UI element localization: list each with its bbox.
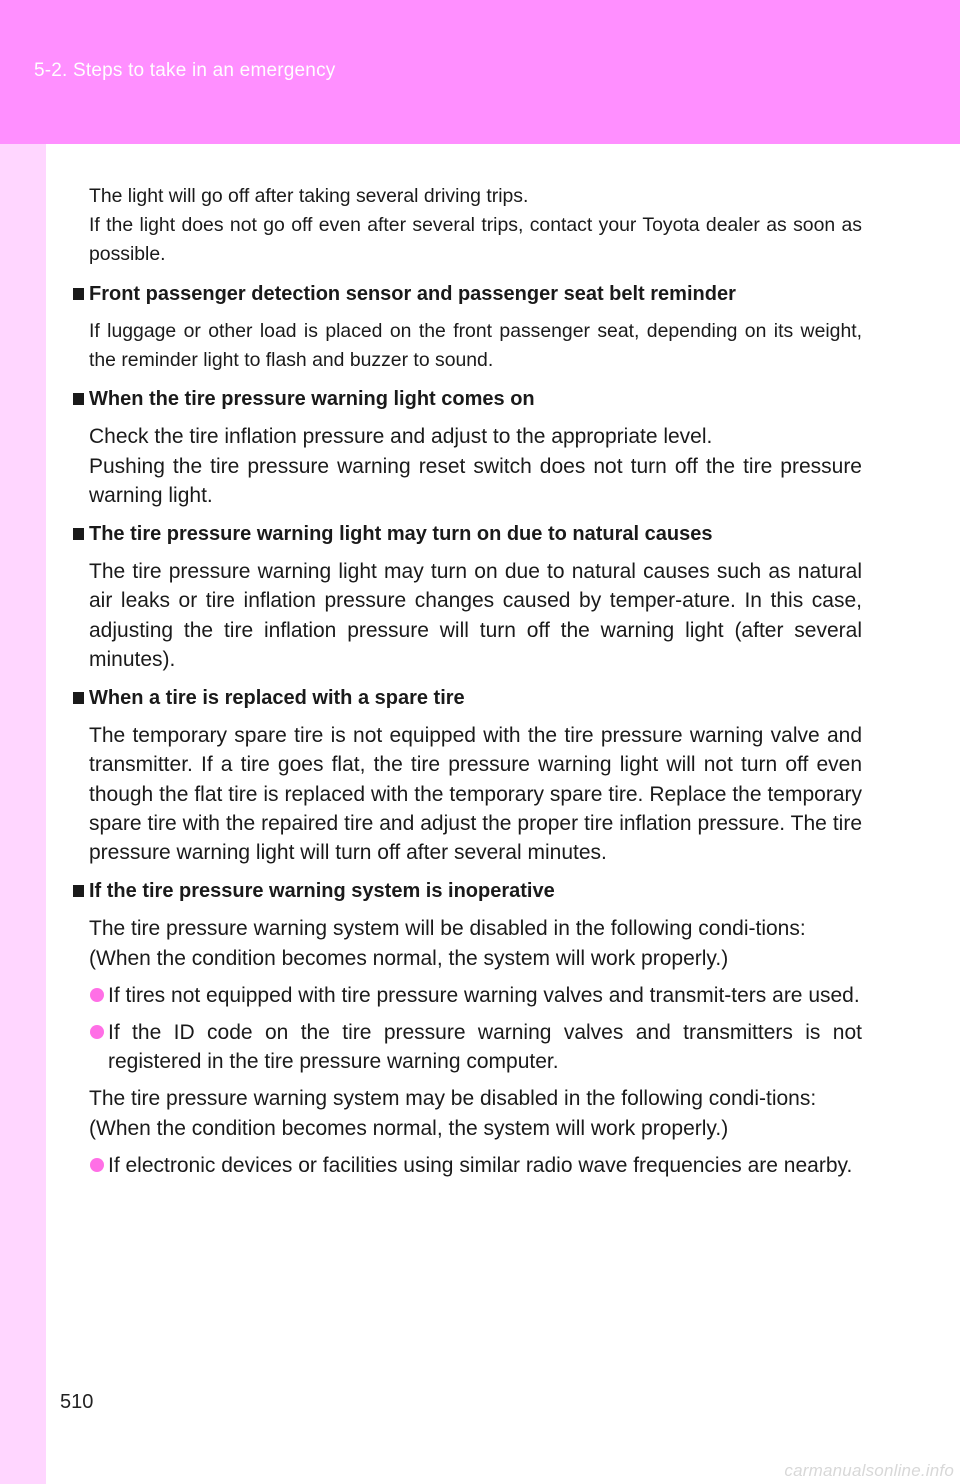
list-item: If tires not equipped with tire pressure warning valves and transmit-ters are used. [89, 981, 862, 1010]
section-body: Check the tire inflation pressure and adjust to the appropriate level. [89, 425, 713, 449]
square-bullet-icon [73, 288, 84, 300]
section-body: (When the condition becomes normal, the system will work properly.) [89, 946, 729, 970]
intro-line-2: If the light does not go off even after several trips, contact your Toyota dealer as soon as possible. [89, 214, 862, 266]
round-bullet-icon [90, 988, 104, 1002]
section-heading: If the tire pressure warning system is inoperative [89, 877, 862, 906]
round-bullet-icon [90, 1025, 104, 1039]
section-body: If luggage or other load is placed on the front passenger seat, depending on its weight, the reminder light to flash and buzzer to sound. [89, 319, 862, 372]
square-bullet-icon [73, 528, 84, 540]
square-bullet-icon [73, 885, 84, 897]
section-body: Pushing the tire pressure warning reset switch does not turn off the tire pressure warning light. [89, 454, 862, 507]
section-body: (When the condition becomes normal, the system will work properly.) [89, 1116, 729, 1140]
section-body: The tire pressure warning light may turn on due to natural causes such as natural air leaks or tire inflation pressure changes caused by temper-ature. In this case, adjusting the tire inflation pressure will turn off the warning light (after several minutes). [89, 560, 862, 671]
section-header-band [0, 0, 960, 144]
watermark: carmanualsonline.info [784, 1461, 954, 1480]
list-item: If the ID code on the tire pressure warning valves and transmitters is not registered in the tire pressure warning computer. [89, 1018, 862, 1076]
page-margin-strip [0, 144, 46, 1484]
section-title: 5-2. Steps to take in an emergency [34, 60, 336, 81]
square-bullet-icon [73, 393, 84, 405]
list-item: If electronic devices or facilities using similar radio wave frequencies are nearby. [89, 1151, 862, 1180]
page-content [89, 182, 862, 1180]
section-body: The temporary spare tire is not equipped with the tire pressure warning valve and transmitter. If a tire goes flat, the tire pressure warning light will not turn off even though the flat tire is replaced with the temporary spare tire. Replace the temporary spare tire with the repaired tire and adjust the proper tire inflation pressure. The tire pressure warning light will turn off after several minutes. [89, 724, 862, 865]
round-bullet-icon [90, 1158, 104, 1172]
intro-line-1: The light will go off after taking several driving trips. [89, 185, 529, 207]
section-heading: Front passenger detection sensor and passenger seat belt reminder [89, 280, 862, 309]
section-heading: The tire pressure warning light may turn on due to natural causes [89, 520, 862, 549]
page-number: 510 [60, 1391, 94, 1413]
section-body: The tire pressure warning system will be disabled in the following condi-tions: [89, 917, 806, 941]
section-heading: When a tire is replaced with a spare tire [89, 684, 862, 713]
square-bullet-icon [73, 692, 84, 704]
section-heading: When the tire pressure warning light comes on [89, 385, 862, 414]
section-body: The tire pressure warning system may be disabled in the following condi-tions: [89, 1087, 817, 1111]
